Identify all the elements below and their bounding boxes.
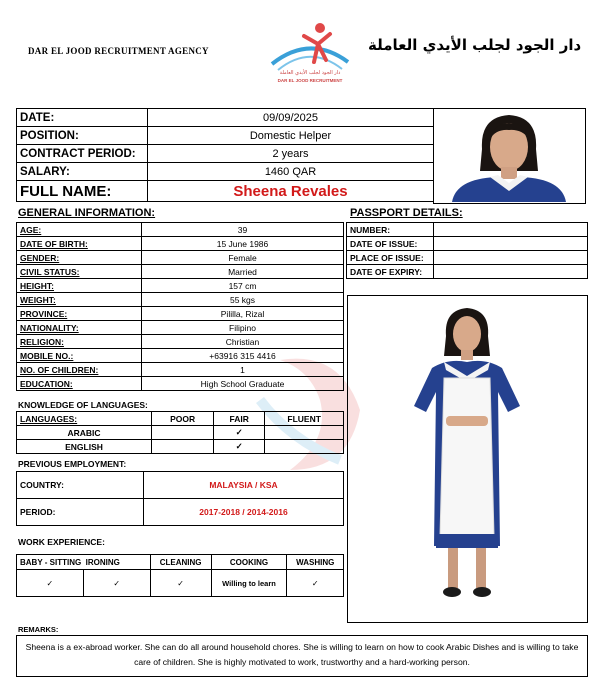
basic-info-table xyxy=(16,108,434,202)
civil-status-label: CIVIL STATUS: xyxy=(17,265,142,279)
agency-name-ar: دار الجود لجلب الأيدي العاملة xyxy=(368,36,582,54)
dob-value: 15 June 1986 xyxy=(142,237,344,251)
cooking-header: COOKING xyxy=(211,555,287,570)
contract-period-value: 2 years xyxy=(148,145,434,163)
salary-value: 1460 QAR xyxy=(148,163,434,181)
mobile-value: +63916 315 4416 xyxy=(142,349,344,363)
previous-employment-title: PREVIOUS EMPLOYMENT: xyxy=(18,459,127,469)
languages-title: KNOWLEDGE OF LANGUAGES: xyxy=(18,400,148,410)
salary-label: SALARY: xyxy=(17,163,148,181)
cleaning-header: CLEANING xyxy=(150,555,211,570)
passport-number-value xyxy=(434,223,588,237)
province-label: PROVINCE: xyxy=(17,307,142,321)
height-label: HEIGHT: xyxy=(17,279,142,293)
weight-label: WEIGHT: xyxy=(17,293,142,307)
age-value: 39 xyxy=(142,223,344,237)
cleaning-value: ✓ xyxy=(150,570,211,597)
children-value: 1 xyxy=(142,363,344,377)
gender-value: Female xyxy=(142,251,344,265)
logo-caption-en: DAR EL JOOD RECRUITMENT xyxy=(277,78,343,83)
full-name-label: FULL NAME: xyxy=(17,181,148,202)
passport-number-label: NUMBER: xyxy=(347,223,434,237)
ironing-value: ✓ xyxy=(83,570,150,597)
headshot-photo xyxy=(433,108,586,204)
language-english: ENGLISH xyxy=(17,440,152,454)
province-value: Pililla, Rizal xyxy=(142,307,344,321)
passport-issue-date-value xyxy=(434,237,588,251)
date-label: DATE: xyxy=(17,109,148,127)
babysitting-header: BABY - SITTING xyxy=(20,557,82,567)
period-label: PERIOD: xyxy=(17,499,144,526)
work-experience-table xyxy=(16,554,344,597)
education-value: High School Graduate xyxy=(142,377,344,391)
mobile-label: MOBILE NO.: xyxy=(17,349,142,363)
passport-expiry-label: DATE OF EXPIRY: xyxy=(347,265,434,279)
fluent-header: FLUENT xyxy=(265,412,344,426)
education-label: EDUCATION: xyxy=(17,377,142,391)
arabic-fluent xyxy=(265,426,344,440)
age-label: AGE: xyxy=(17,223,142,237)
language-arabic: ARABIC xyxy=(17,426,152,440)
country-label: COUNTRY: xyxy=(17,472,144,499)
position-value: Domestic Helper xyxy=(148,127,434,145)
dob-label: DATE OF BIRTH: xyxy=(17,237,142,251)
position-label: POSITION: xyxy=(17,127,148,145)
nationality-value: Filipino xyxy=(142,321,344,335)
english-fair: ✓ xyxy=(214,440,265,454)
weight-value: 55 kgs xyxy=(142,293,344,307)
civil-status-value: Married xyxy=(142,265,344,279)
passport-issue-place-label: PLACE OF ISSUE: xyxy=(347,251,434,265)
date-value: 09/09/2025 xyxy=(148,109,434,127)
poor-header: POOR xyxy=(152,412,214,426)
washing-value: ✓ xyxy=(287,570,344,597)
washing-header: WASHING xyxy=(287,555,344,570)
height-value: 157 cm xyxy=(142,279,344,293)
employment-table xyxy=(16,471,344,526)
fair-header: FAIR xyxy=(214,412,265,426)
gender-label: GENDER: xyxy=(17,251,142,265)
passport-expiry-value xyxy=(434,265,588,279)
remarks-text: Sheena is a ex-abroad worker. She can do all around household chores. She is willing to learn on how to cook Arabic Dishes and is willing to take care of children. She is highly motivated to work, trustworthy and a hard-working person. xyxy=(16,635,588,677)
contract-period-label: CONTRACT PERIOD: xyxy=(17,145,148,163)
headshot-illustration xyxy=(434,109,584,202)
languages-table xyxy=(16,411,344,454)
english-poor xyxy=(152,440,214,454)
nationality-label: NATIONALITY: xyxy=(17,321,142,335)
logo-caption-ar: دار الجود لجلب الأيدي العاملة xyxy=(279,70,341,76)
full-body-photo xyxy=(347,295,588,623)
ironing-header: IRONING xyxy=(85,557,120,567)
children-label: NO. OF CHILDREN: xyxy=(17,363,142,377)
english-fluent xyxy=(265,440,344,454)
period-value: 2017-2018 / 2014-2016 xyxy=(144,499,344,526)
arabic-fair: ✓ xyxy=(214,426,265,440)
general-info-title: GENERAL INFORMATION: xyxy=(18,207,156,219)
languages-header: LANGUAGES: xyxy=(17,412,152,426)
religion-label: RELIGION: xyxy=(17,335,142,349)
work-experience-title: WORK EXPERIENCE: xyxy=(18,537,105,547)
full-name-value: Sheena Revales xyxy=(148,181,434,202)
passport-issue-place-value xyxy=(434,251,588,265)
babysitting-ironing-header xyxy=(17,555,151,570)
country-value: MALAYSIA / KSA xyxy=(144,472,344,499)
full-body-illustration xyxy=(348,296,586,621)
passport-title: PASSPORT DETAILS: xyxy=(350,207,463,219)
cooking-value: Willing to learn xyxy=(211,570,287,597)
arabic-poor xyxy=(152,426,214,440)
passport-table xyxy=(346,222,588,279)
passport-issue-date-label: DATE OF ISSUE: xyxy=(347,237,434,251)
general-info-table xyxy=(16,222,344,391)
religion-value: Christian xyxy=(142,335,344,349)
babysitting-value: ✓ xyxy=(17,570,84,597)
agency-name-en: DAR EL JOOD RECRUITMENT AGENCY xyxy=(28,46,209,56)
remarks-title: REMARKS: xyxy=(18,625,59,634)
